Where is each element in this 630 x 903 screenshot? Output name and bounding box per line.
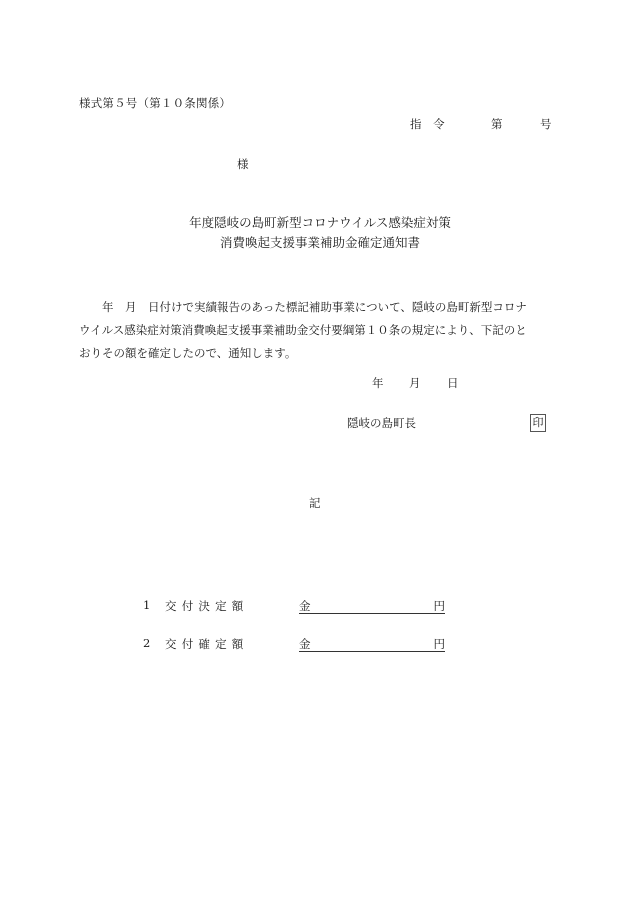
date-year: 年: [372, 376, 384, 390]
notice-body-line: ウイルス感染症対策消費喚起支援事業補助金交付要綱第１０条の規定により、下記のと: [79, 323, 527, 337]
item-number: 2: [143, 636, 151, 650]
directive-label: 指 令: [410, 117, 449, 131]
seal-stamp: 印: [530, 414, 546, 432]
amount-prefix: 金: [299, 599, 311, 613]
notice-body-line: おりその額を確定したので、通知します。: [79, 346, 297, 360]
directive-dai: 第: [491, 117, 503, 131]
form-number: 様式第５号（第１０条関係）: [79, 96, 232, 110]
amount-field: [299, 598, 445, 614]
item-number: 1: [143, 598, 151, 612]
amount-suffix: 円: [433, 599, 445, 613]
date-month: 月: [409, 376, 421, 390]
item-label: 交付決定額: [165, 599, 249, 613]
ki-heading: 記: [309, 496, 321, 510]
amount-item: [143, 598, 447, 614]
directive-go: 号: [540, 117, 552, 131]
amount-item: [143, 636, 447, 652]
document-title-line-1: 年度隠岐の島町新型コロナウイルス感染症対策: [189, 215, 451, 230]
amount-field: [299, 636, 445, 652]
date-day: 日: [447, 376, 459, 390]
item-label: 交付確定額: [165, 637, 249, 651]
document-title-line-2: 消費喚起支援事業補助金確定通知書: [219, 235, 420, 250]
amount-suffix: 円: [433, 637, 445, 651]
notice-body: [79, 296, 553, 365]
issuer-name: 隠岐の島町長: [347, 416, 416, 430]
addressee: 様: [237, 157, 249, 171]
amount-prefix: 金: [299, 637, 311, 651]
notice-body-line: 年 月 日付けで実績報告のあった標記補助事業について、隠岐の島町新型コロナ: [102, 300, 527, 314]
